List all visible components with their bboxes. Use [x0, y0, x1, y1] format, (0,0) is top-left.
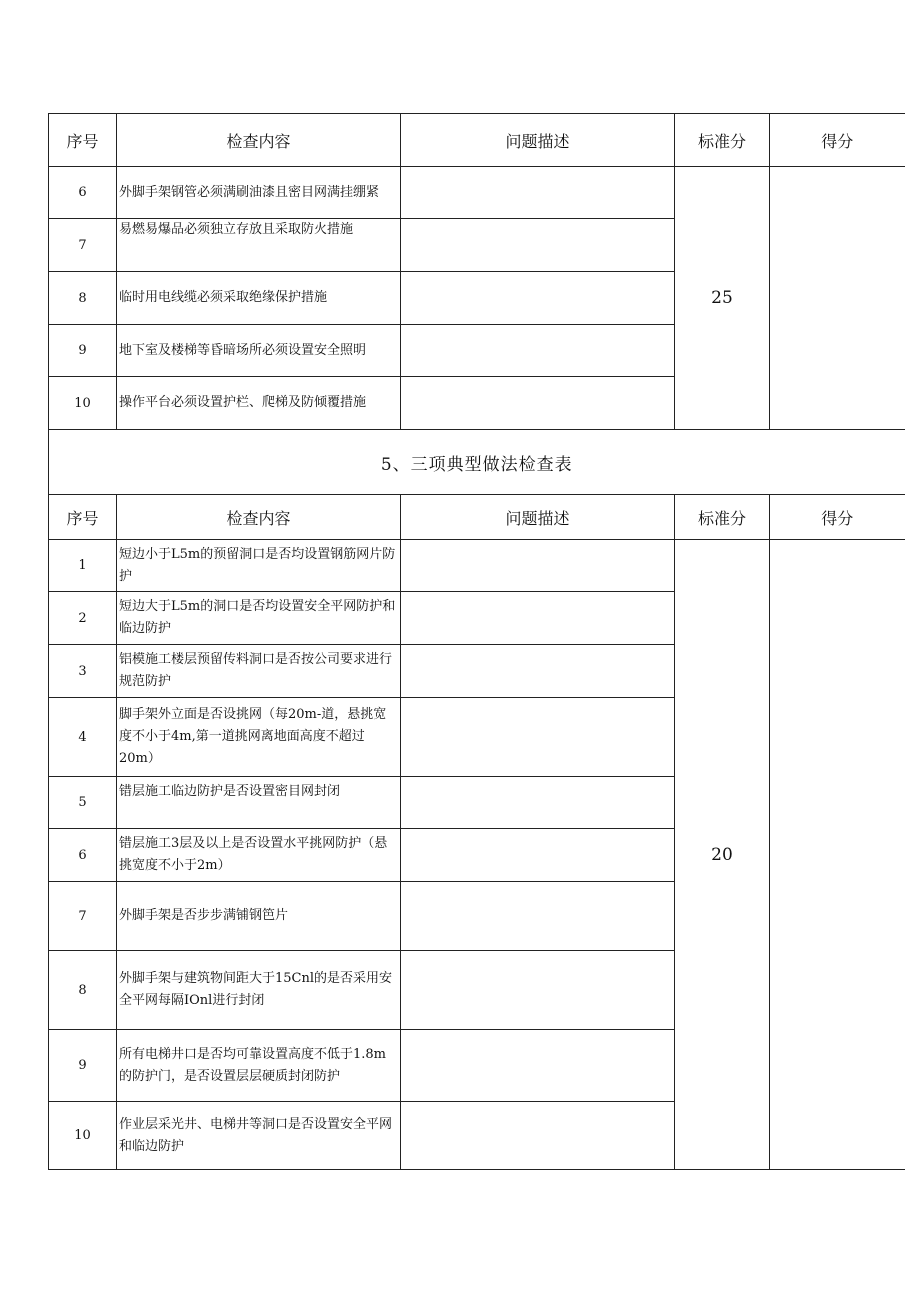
row-seq: 7: [49, 219, 117, 272]
header-row: [49, 114, 905, 167]
score-cell[interactable]: [770, 167, 905, 430]
section-title-row: [49, 430, 905, 495]
row-content: 易燃易爆品必须独立存放且采取防火措施: [117, 219, 401, 272]
problem-cell[interactable]: [401, 167, 675, 219]
section-title: 5、三项典型做法检查表: [49, 430, 905, 495]
row-content: 所有电梯井口是否均可靠设置高度不低于1.8m的防护门，是否设置层层硬质封闭防护: [117, 1030, 401, 1102]
row-seq: 8: [49, 951, 117, 1030]
row-content: 短边小于L5m的预留洞口是否均设置钢筋网片防护: [117, 540, 401, 592]
row-content: 外脚手架与建筑物间距大于15Cnl的是否采用安全平网每隔IOnl进行封闭: [117, 951, 401, 1030]
header-row: [49, 495, 905, 540]
problem-cell[interactable]: [401, 777, 675, 829]
row-seq: 8: [49, 272, 117, 325]
problem-cell[interactable]: [401, 219, 675, 272]
table-row: [49, 167, 905, 219]
row-seq: 1: [49, 540, 117, 592]
row-content: 错层施工临边防护是否设置密目网封闭: [117, 777, 401, 829]
row-seq: 6: [49, 829, 117, 882]
row-seq: 5: [49, 777, 117, 829]
standard-score-value: 25: [675, 167, 770, 430]
problem-cell[interactable]: [401, 377, 675, 430]
header-content: 检查内容: [117, 114, 401, 167]
row-content: 地下室及楼梯等昏暗场所必须设置安全照明: [117, 325, 401, 377]
header-problem: 问题描述: [401, 495, 675, 540]
problem-cell[interactable]: [401, 272, 675, 325]
problem-cell[interactable]: [401, 882, 675, 951]
row-content: 外脚手架是否步步满铺钢笆片: [117, 882, 401, 951]
row-seq: 9: [49, 1030, 117, 1102]
row-content: 临时用电线缆必须采取绝缘保护措施: [117, 272, 401, 325]
row-content: 短边大于L5m的洞口是否均设置安全平网防护和临边防护: [117, 592, 401, 645]
row-content: 外脚手架钢管必须满刷油漆且密目网满挂绷紧: [117, 167, 401, 219]
row-seq: 3: [49, 645, 117, 698]
inspection-table: [48, 113, 905, 1170]
header-content: 检查内容: [117, 495, 401, 540]
header-score: 得分: [770, 114, 905, 167]
row-seq: 10: [49, 1102, 117, 1170]
row-seq: 2: [49, 592, 117, 645]
problem-cell[interactable]: [401, 645, 675, 698]
problem-cell[interactable]: [401, 951, 675, 1030]
row-seq: 9: [49, 325, 117, 377]
row-seq: 10: [49, 377, 117, 430]
problem-cell[interactable]: [401, 540, 675, 592]
row-seq: 6: [49, 167, 117, 219]
problem-cell[interactable]: [401, 1102, 675, 1170]
header-problem: 问题描述: [401, 114, 675, 167]
problem-cell[interactable]: [401, 1030, 675, 1102]
standard-score-value: 20: [675, 540, 770, 1170]
row-content: 铝模施工楼层预留传料洞口是否按公司要求进行规范防护: [117, 645, 401, 698]
problem-cell[interactable]: [401, 829, 675, 882]
row-content: 错层施工3层及以上是否设置水平挑网防护（悬挑宽度不小于2m）: [117, 829, 401, 882]
problem-cell[interactable]: [401, 592, 675, 645]
row-seq: 7: [49, 882, 117, 951]
header-seq: 序号: [49, 495, 117, 540]
header-score: 得分: [770, 495, 905, 540]
table-row: [49, 540, 905, 592]
problem-cell[interactable]: [401, 698, 675, 777]
score-cell[interactable]: [770, 540, 905, 1170]
header-standard-score: 标准分: [675, 114, 770, 167]
header-seq: 序号: [49, 114, 117, 167]
header-standard-score: 标准分: [675, 495, 770, 540]
problem-cell[interactable]: [401, 325, 675, 377]
row-seq: 4: [49, 698, 117, 777]
row-content: 作业层采光井、电梯井等洞口是否设置安全平网和临边防护: [117, 1102, 401, 1170]
row-content: 操作平台必须设置护栏、爬梯及防倾覆措施: [117, 377, 401, 430]
row-content: 脚手架外立面是否设挑网（每20m-道，悬挑宽度不小于4m,第一道挑网离地面高度不超过20m）: [117, 698, 401, 777]
